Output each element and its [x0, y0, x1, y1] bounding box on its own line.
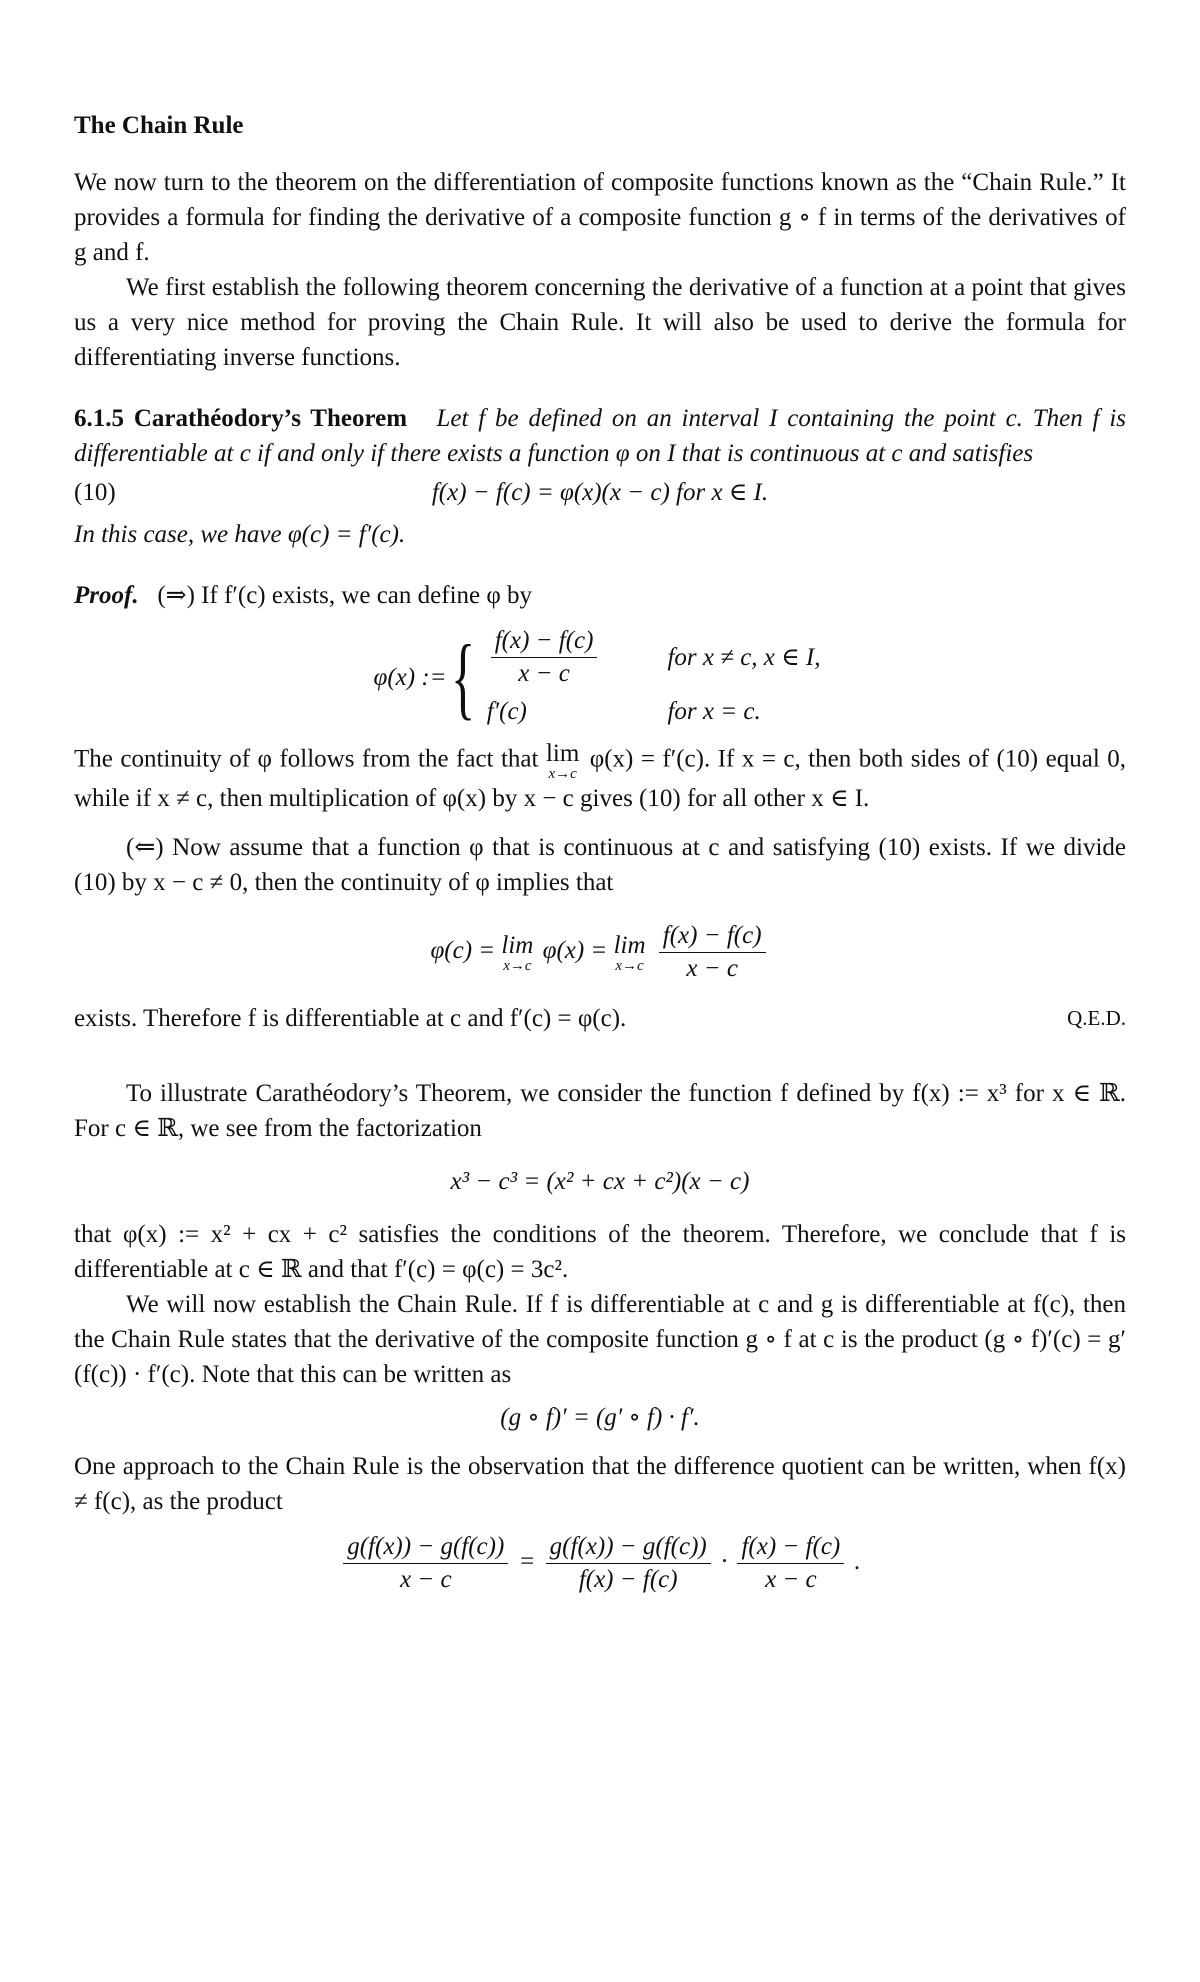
equation-number: (10)	[74, 479, 116, 506]
equation-10	[74, 471, 1126, 517]
qed-mark: Q.E.D.	[1067, 1006, 1126, 1030]
left-brace: {	[450, 626, 475, 728]
theorem-block	[74, 401, 1126, 471]
chain-rule-equation: (g ∘ f)′ = (g′ ∘ f) · f′.	[500, 1404, 700, 1431]
limit-equation: φ(c) = lim x→c φ(x) = lim x→c $\frac{f(x) - f(c)}{x - c}$	[74, 920, 1126, 985]
case2-value: f′(c)	[486, 698, 527, 725]
proof-label: Proof.	[74, 582, 139, 609]
phi-lhs: φ(x) :=	[373, 663, 447, 691]
case1-fraction: $\frac{f(x) - f(c)}{x - c}$	[491, 625, 598, 690]
limit-operator: lim x→c	[545, 740, 580, 782]
equation-10-text: f(x) − f(c) = φ(x)(x − c) for x ∈ I.	[431, 479, 769, 506]
proof-line-1: (⇒) If f′(c) exists, we can define φ by	[157, 582, 533, 609]
illustrate-paragraph: To illustrate Carathéodory’s Theorem, we consider the function f defined by f(x) := x³ for x ∈ ℝ. For c ∈ ℝ, we see from the factorization	[74, 1080, 1126, 1142]
approach-paragraph: One approach to the Chain Rule is the observation that the difference quotient can be written, when f(x) ≠ f(c), as the product	[74, 1453, 1126, 1515]
factorization-equation: x³ − c³ = (x² + cx + c²)(x − c)	[450, 1168, 750, 1195]
product-lhs-fraction: $\frac{g(f(x)) - g(f(c))}{x - c}$	[343, 1531, 508, 1596]
exists-paragraph: exists. Therefore f is differentiable at c and f′(c) = φ(c). Q.E.D.	[74, 1001, 1126, 1036]
phi-definition	[74, 623, 1126, 731]
section-title: The Chain Rule	[74, 112, 244, 139]
page	[74, 108, 1126, 1608]
product-middle-fraction: $\frac{g(f(x)) - g(f(c))}{f(x) - f(c)}$	[546, 1531, 711, 1596]
cases-table	[481, 623, 827, 731]
converse-paragraph: (⇐) Now assume that a function φ that is continuous at c and satisfying (10) exists. If we divide (10) by x − c ≠ 0, then the continuity of φ implies that	[74, 834, 1126, 896]
theorem-label: 6.1.5 Carathéodory’s Theorem	[74, 405, 408, 432]
case2-condition: for x = c.	[667, 698, 761, 725]
intro-paragraph-1: We now turn to the theorem on the differentiation of composite functions known as the “Chain Rule.” It provides a formula for finding the derivative of a composite function g ∘ f in terms of the derivatives of g and f.	[74, 169, 1126, 266]
chain-rule-paragraph: We will now establish the Chain Rule. If f is differentiable at c and g is differentiable at f(c), then the Chain Rule states that the derivative of the composite function g ∘ f at c is the product (g ∘ f)′(c) = g′(f(c)) · f′(c). Note that this can be written as	[74, 1291, 1126, 1388]
theorem-conclusion: In this case, we have φ(c) = f′(c).	[74, 521, 406, 548]
product-right-fraction: $\frac{f(x) - f(c)}{x - c}$	[737, 1531, 844, 1596]
case1-condition: for x ≠ c, x ∈ I,	[667, 644, 821, 671]
proof-intro	[74, 578, 1126, 613]
intro-paragraph-2: We first establish the following theorem concerning the derivative of a function at a point that gives us a very nice method for proving the Chain Rule. It will also be used to derive the formula for differentiating inverse functions.	[74, 274, 1126, 371]
limit-fraction: $\frac{f(x) - f(c)}{x - c}$	[659, 920, 766, 985]
theorem-statement: Let f be defined on an interval I containing the point c. Then f is differentiable at c if and only if there exists a function φ on I that is continuous at c and satisfies	[74, 405, 1126, 467]
conclude-paragraph: that φ(x) := x² + cx + c² satisfies the conditions of the theorem. Therefore, we conclude that f is differentiable at c ∈ ℝ and that f′(c) = φ(c) = 3c².	[74, 1221, 1126, 1283]
product-equation: $\frac{g(f(x)) - g(f(c))}{x - c}$ = $\frac{g(f(x)) - g(f(c))}{f(x) - f(c)}$ · $\frac{f(x) - f(c)}{x - c}$ .	[74, 1531, 1126, 1596]
continuity-paragraph: The continuity of φ follows from the fact that lim x→c φ(x) = f′(c). If x = c, then both sides of (10) equal 0, while if x ≠ c, then multiplication of φ(x) by x − c gives (10) for all other x ∈ I.	[74, 740, 1126, 812]
